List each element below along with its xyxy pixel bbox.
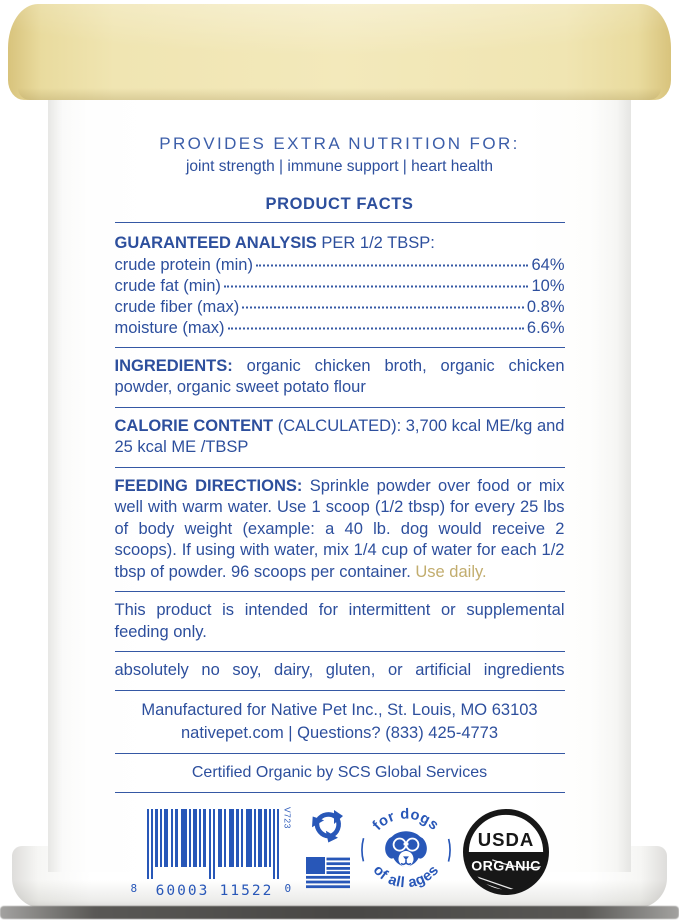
no-artificial-ingredients-claim: absolutely no soy, dairy, gluten, or artificial ingredients (114, 661, 565, 679)
dog-face-icon (385, 831, 427, 867)
barcode-bars (147, 807, 279, 883)
calorie-label: CALORIE CONTENT (114, 416, 274, 435)
manufacturer-block (115, 699, 565, 745)
dot-leader (224, 285, 529, 287)
ingredients-paragraph (115, 356, 565, 399)
manufacturer-contact: nativepet.com | Questions? (833) 425-4773 (180, 723, 499, 742)
upc-barcode (129, 807, 319, 899)
feeding-directions-text: Sprinkle powder over food or mix well with warm water. Use 1 scoop (1/2 tbsp) for every 25 lbs of body weight (example: a 40 lb. dog would receive 2 scoops). If using with water, mix 1/4 cup of water for each 1/2 tbsp of powder. 96 scoops per container. (114, 476, 565, 581)
container-lid (8, 4, 671, 100)
usda-seal-bottom-text: ORGANIC (470, 858, 541, 875)
barcode-side-code: V723 (282, 806, 293, 829)
usda-organic-seal (463, 809, 549, 895)
analysis-value: 0.8% (526, 297, 565, 316)
divider (115, 222, 565, 223)
analysis-name: crude protein (min) (114, 255, 253, 274)
ingredients-text: organic chicken broth, organic chicken powder, organic sweet potato flour (114, 356, 565, 396)
divider (115, 651, 565, 652)
badge-text-bottom: of all ages (369, 861, 442, 891)
certification-line: Certified Organic by SCS Global Services (191, 763, 488, 781)
recycle-icon (308, 805, 348, 845)
divider (115, 591, 565, 592)
dogs-of-all-ages-badge (359, 803, 453, 897)
svg-text:for dogs (369, 806, 441, 833)
analysis-name: crude fiber (max) (114, 297, 240, 316)
analysis-row (115, 318, 565, 339)
dot-leader (242, 306, 524, 308)
badge-text-top: for dogs (369, 806, 442, 834)
analysis-row (115, 297, 565, 318)
guaranteed-analysis-heading-bold: GUARANTEED ANALYSIS (114, 234, 317, 252)
dot-leader (228, 327, 524, 329)
provides-heading: PROVIDES EXTRA NUTRITION FOR: (159, 134, 520, 153)
analysis-value: 6.6% (526, 318, 565, 337)
calorie-text: (CALCULATED): 3,700 kcal ME/kg and 25 kcal ME /TBSP (114, 416, 565, 456)
mid-icons-column (305, 805, 351, 894)
ground-shadow (0, 906, 679, 919)
us-flag-icon (306, 857, 350, 889)
analysis-value: 10% (531, 276, 565, 295)
divider (115, 792, 565, 793)
ingredients-label: INGREDIENTS: (114, 356, 233, 375)
divider (115, 467, 565, 468)
barcode-group-2: 11522 (219, 882, 274, 899)
use-daily-highlight: Use daily. (415, 562, 487, 581)
supplemental-feeding-note: This product is intended for intermittent or supplemental feeding only. (114, 601, 565, 641)
usda-seal-top-text: USDA (477, 828, 534, 850)
dot-leader (256, 264, 528, 266)
analysis-row (115, 255, 565, 276)
benefits-line: joint strength | immune support | heart health (185, 158, 494, 175)
label-panel (115, 133, 565, 905)
guaranteed-analysis-heading-rest: PER 1/2 TBSP: (321, 234, 435, 252)
manufacturer-address: Manufactured for Native Pet Inc., St. Louis, MO 63103 (141, 700, 538, 719)
analysis-row (115, 276, 565, 297)
barcode-left-digit: 8 (130, 881, 138, 895)
calorie-paragraph (115, 416, 565, 459)
divider (115, 753, 565, 754)
analysis-name: moisture (max) (114, 318, 225, 337)
analysis-name: crude fat (min) (114, 276, 221, 295)
divider (115, 407, 565, 408)
feeding-directions-paragraph (115, 476, 565, 584)
guaranteed-analysis-heading (115, 233, 565, 255)
product-facts-title: PRODUCT FACTS (265, 195, 414, 213)
bottom-icon-row (115, 801, 565, 905)
feeding-directions-label: FEEDING DIRECTIONS: (114, 476, 303, 495)
barcode-right-digit: 0 (284, 881, 292, 895)
barcode-group-1: 60003 (155, 882, 210, 899)
analysis-value: 64% (531, 255, 565, 274)
divider (115, 690, 565, 691)
divider (115, 347, 565, 348)
